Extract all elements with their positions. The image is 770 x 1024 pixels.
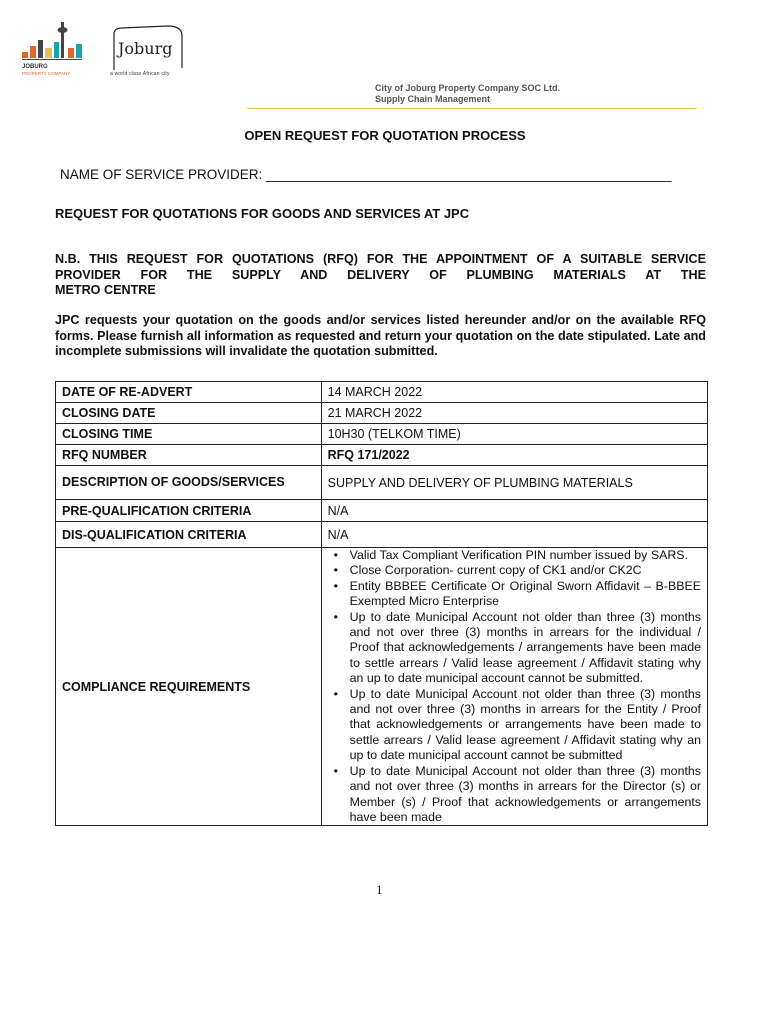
rfq-details-table [55, 381, 708, 826]
page-number: 1 [376, 882, 383, 897]
row-label: DATE OF RE-ADVERT [56, 382, 322, 403]
list-item: • Up to date Municipal Account not older than three (3) months and not over three (3) months in arrears for the Entity / Proof that acknowledgements or arrangements have been made to settle arrears / Valid lease agreement / Affidavit stating why an up to date municipal account cannot be submitted [350, 687, 701, 764]
list-item: • Up to date Municipal Account not older than three (3) months and not over three (3) months in arrears for the individual / Proof that acknowledgements / arrangements have been made to settle arrears / Valid lease agreement / Affidavit stating why an up to date municipal account cannot be submitted. [350, 610, 701, 687]
list-item: • Valid Tax Compliant Verification PIN number issued by SARS. [350, 548, 701, 563]
row-label: CLOSING DATE [56, 403, 322, 424]
row-label: DIS-QUALIFICATION CRITERIA [56, 522, 322, 548]
table-row [56, 382, 708, 403]
table-row [56, 548, 708, 826]
compliance-list [328, 548, 701, 825]
list-item: • Up to date Municipal Account not older than three (3) months and not over three (3) months in arrears for the Director (s) or Member (s) / Proof that acknowledgements or arrangements have been made [350, 764, 701, 826]
joburg-logo-text: Joburg [118, 39, 173, 58]
compliance-list-cell [321, 548, 707, 826]
row-value: N/A [321, 500, 707, 522]
jpc-logo [20, 18, 90, 80]
header-divider [247, 108, 697, 109]
nb-notice [55, 252, 706, 299]
document-title: OPEN REQUEST FOR QUOTATION PROCESS [244, 128, 526, 143]
list-item: • Entity BBBEE Certificate Or Original Sworn Affidavit – B-BBEE Exempted Micro Enterprise [350, 579, 701, 610]
jpc-logo-text-2: PROPERTY COMPANY [22, 71, 71, 76]
jpc-logo-text-1: JOBURG [22, 64, 48, 70]
table-row [56, 466, 708, 500]
row-label: COMPLIANCE REQUIREMENTS [56, 548, 322, 826]
tagline: a world class African city [110, 71, 170, 77]
row-label: CLOSING TIME [56, 424, 322, 445]
company-info [375, 83, 560, 105]
company-name: City of Joburg Property Company SOC Ltd. [375, 83, 561, 93]
nb-notice-text-end: METRO CENTRE [55, 283, 156, 298]
table-row [56, 424, 708, 445]
intro-paragraph: JPC requests your quotation on the goods and/or services listed hereunder and/or on the available RFQ forms. Please furnish all information as requested and return your quotation on the date stipulated. Late and incomplete submissions will invalidate the quotation submitted. [55, 313, 706, 359]
joburg-logo [108, 24, 188, 76]
table-row [56, 522, 708, 548]
rfq-heading: REQUEST FOR QUOTATIONS FOR GOODS AND SERVICES AT JPC [55, 206, 470, 221]
company-department: Supply Chain Management [375, 94, 491, 104]
service-provider-line: NAME OF SERVICE PROVIDER: ______________________________________________________ [60, 167, 672, 182]
table-row [56, 500, 708, 522]
row-value: SUPPLY AND DELIVERY OF PLUMBING MATERIALS [321, 466, 707, 500]
table-row [56, 445, 708, 466]
row-label: PRE-QUALIFICATION CRITERIA [56, 500, 322, 522]
table-row [56, 403, 708, 424]
list-item: • Close Corporation- current copy of CK1 and/or CK2C [350, 563, 701, 578]
rfq-number-value: RFQ 171/2022 [321, 445, 707, 466]
row-label: DESCRIPTION OF GOODS/SERVICES [56, 466, 322, 500]
nb-notice-text: N.B. THIS REQUEST FOR QUOTATIONS (RFQ) FOR THE APPOINTMENT OF A SUITABLE SERVICE PROVIDER FOR THE SUPPLY AND DELIVERY OF PLUMBING MATERIALS AT THE [55, 252, 706, 282]
row-value: 10H30 (TELKOM TIME) [321, 424, 707, 445]
row-value: N/A [321, 522, 707, 548]
row-value: 21 MARCH 2022 [321, 403, 707, 424]
row-label: RFQ NUMBER [56, 445, 322, 466]
row-value: 14 MARCH 2022 [321, 382, 707, 403]
